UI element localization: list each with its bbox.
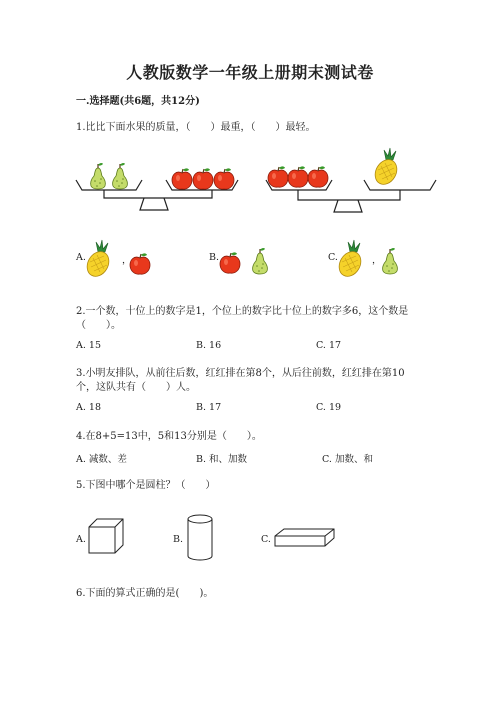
question-1-option-b[interactable]: [220, 248, 280, 278]
question-5-option-c-label[interactable]: C.: [261, 534, 271, 545]
question-3-option-b[interactable]: B. 17: [196, 402, 222, 413]
question-2-option-b[interactable]: B. 16: [196, 340, 222, 351]
question-3-text-line1: 3.小明友排队，从前往后数，红红排在第8个，从后往前数，红红排在第10: [76, 368, 405, 379]
section-heading: 一.选择题(共6题，共12分): [76, 96, 200, 107]
question-5-option-a-label[interactable]: A.: [76, 534, 86, 545]
apple-icon: [308, 166, 328, 187]
question-5-text: 5.下图中哪个是圆柱？（ ）: [76, 480, 216, 491]
pear-icon: [253, 248, 268, 274]
apple-icon: [130, 253, 150, 274]
apple-icon: [220, 252, 240, 273]
option-separator: ，: [372, 255, 382, 266]
question-3-option-a[interactable]: A. 18: [76, 402, 101, 413]
pear-icon: [113, 163, 128, 189]
pineapple-icon: [335, 240, 365, 280]
apple-icon: [193, 168, 213, 189]
question-2-option-c[interactable]: C. 17: [316, 340, 342, 351]
apple-icon: [268, 166, 288, 187]
pineapple-icon: [83, 240, 113, 280]
question-3-option-c[interactable]: C. 19: [316, 402, 342, 413]
question-4-option-b[interactable]: B. 和、加数: [196, 454, 248, 465]
balance-1-left-pan: [76, 180, 142, 190]
cube-icon[interactable]: [88, 518, 128, 558]
cylinder-icon[interactable]: [186, 514, 216, 562]
question-6-text: 6.下面的算式正确的是( )。: [76, 588, 214, 599]
balance-2-right-pan: [364, 180, 436, 190]
question-1-option-a-label[interactable]: A.: [76, 252, 86, 263]
apple-icon: [288, 166, 308, 187]
cuboid-icon[interactable]: [274, 528, 338, 550]
question-4-option-c[interactable]: C. 加数、和: [322, 454, 373, 465]
pear-icon: [383, 248, 398, 274]
question-4-option-a[interactable]: A. 减数、差: [76, 454, 127, 465]
question-4-text: 4.在8+5=13中，5和13分别是（ ）。: [76, 431, 262, 442]
question-2-text-line2: （ ）。: [76, 320, 121, 331]
question-1-option-a[interactable]: [86, 242, 156, 278]
option-separator: ，: [122, 255, 132, 266]
question-1-text: 1.比比下面水果的质量，（ ）最重，（ ）最轻。: [76, 122, 316, 133]
balance-scale-1: [76, 150, 256, 220]
pineapple-icon: [371, 148, 401, 188]
question-5-option-b-label[interactable]: B.: [173, 534, 184, 545]
apple-icon: [172, 168, 192, 189]
question-1-option-c-label[interactable]: C.: [328, 252, 338, 263]
page-title: 人教版数学一年级上册期末测试卷: [126, 63, 374, 82]
question-2-text-line1: 2.一个数，十位上的数字是1，个位上的数字比十位上的数字多6，这个数是: [76, 306, 409, 317]
apple-icon: [214, 168, 234, 189]
question-3-text-line2: 个，这队共有（ ）人。: [76, 382, 196, 393]
balance-scale-2: [266, 150, 446, 220]
pear-icon: [91, 163, 106, 189]
question-1-option-b-label[interactable]: B.: [209, 252, 220, 263]
question-2-option-a[interactable]: A. 15: [76, 340, 101, 351]
